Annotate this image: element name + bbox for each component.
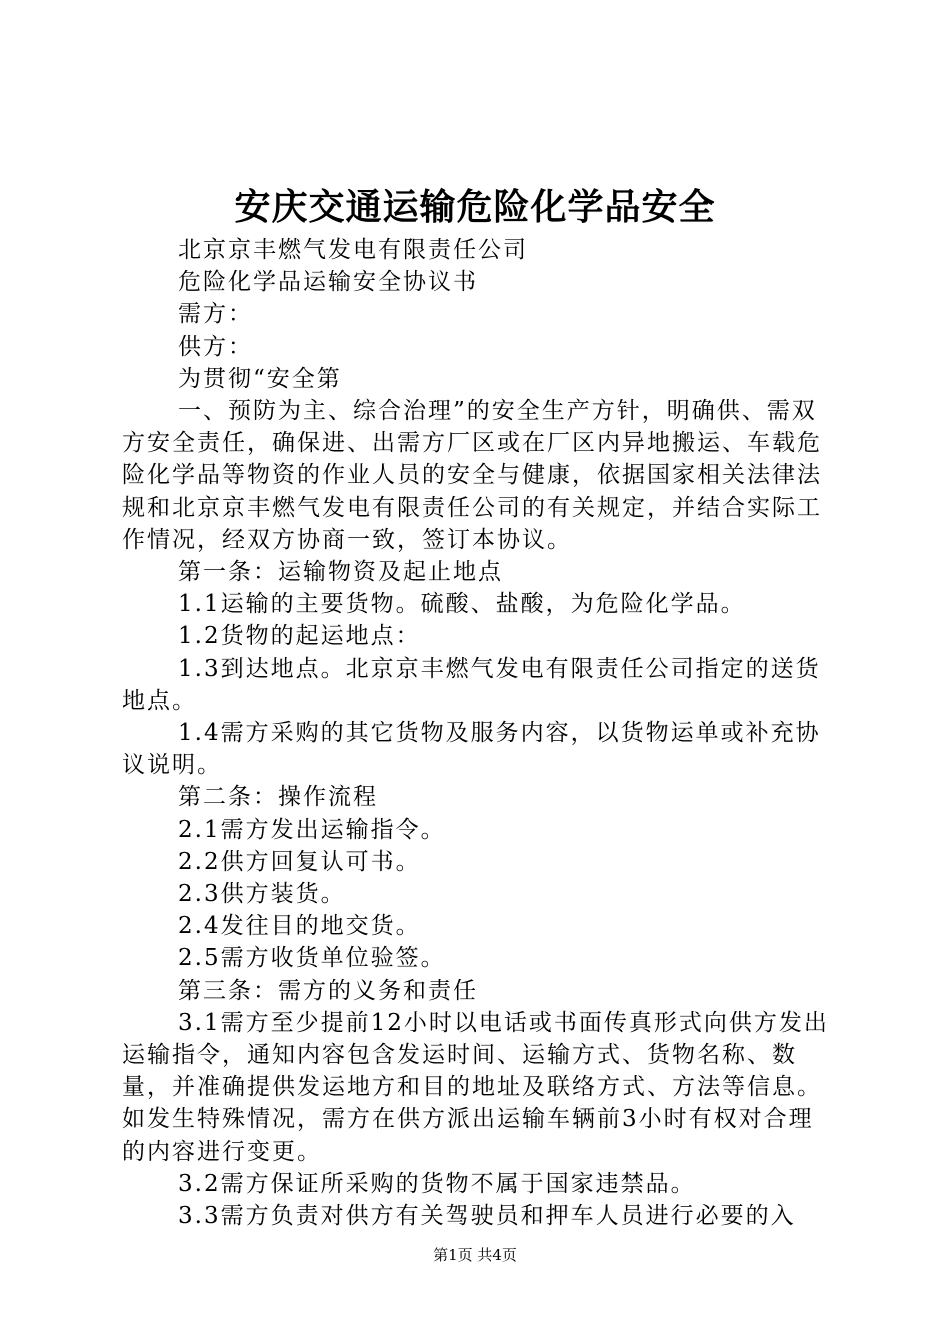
paragraph-company: 北京京丰燃气发电有限责任公司	[178, 237, 528, 263]
article-3-heading: 第三条：需方的义务和责任	[178, 977, 478, 1004]
document-title: 安庆交通运输危险化学品安全	[234, 187, 716, 228]
clause-3-1: 3.1需方至少提前12小时以电话或书面传真形式向供方发出运输指令，通知内容包含发运时间、运输方式、货物名称、数量，并准确提供发运地方和目的地址及联络方式、方法等信息。如发生特殊情况，需方在供方派出运输车辆前3小时有权对合理的内容进行变更。	[122, 1009, 829, 1165]
article-2-heading: 第二条：操作流程	[178, 784, 378, 811]
document-body	[122, 234, 832, 1232]
paragraph-buyer: 需方：	[178, 301, 253, 328]
clause-1-4: 1.4需方采购的其它货物及服务内容，以货物运单或补充协议说明。	[122, 720, 821, 779]
clause-3-3: 3.3需方负责对供方有关驾驶员和押车人员进行必要的入	[178, 1203, 796, 1230]
clause-2-3: 2.3供方装货。	[178, 881, 346, 908]
paragraph-agreement-name: 危险化学品运输安全协议书	[178, 269, 478, 296]
clause-2-2: 2.2供方回复认可书。	[178, 848, 421, 875]
clause-1-3: 1.3到达地点。北京京丰燃气发电有限责任公司指定的送货地点。	[122, 655, 821, 714]
clause-1-1: 1.1运输的主要货物。硫酸、盐酸，为危险化学品。	[178, 591, 746, 618]
page-footer: 第1页 共4页	[433, 1246, 517, 1264]
paragraph-intro: 一、预防为主、综合治理”的安全生产方针，明确供、需双方安全责任，确保进、出需方厂区或在厂区内异地搬运、车载危险化学品等物资的作业人员的安全与健康，依据国家相关法律法规和北京京丰燃气发电有限责任公司的有关规定，并结合实际工作情况，经双方协商一致，签订本协议。	[122, 398, 822, 553]
clause-3-2: 3.2需方保证所采购的货物不属于国家违禁品。	[178, 1170, 696, 1197]
article-1-heading: 第一条：运输物资及起止地点	[178, 559, 503, 586]
clause-2-1: 2.1需方发出运输指令。	[178, 816, 446, 843]
clause-1-2: 1.2货物的起运地点：	[178, 623, 421, 650]
paragraph-supplier: 供方：	[178, 333, 253, 360]
clause-2-4: 2.4发往目的地交货。	[178, 913, 421, 940]
clause-2-5: 2.5需方收货单位验签。	[178, 945, 446, 972]
paragraph-intro-start: 为贯彻“安全第	[178, 365, 342, 392]
